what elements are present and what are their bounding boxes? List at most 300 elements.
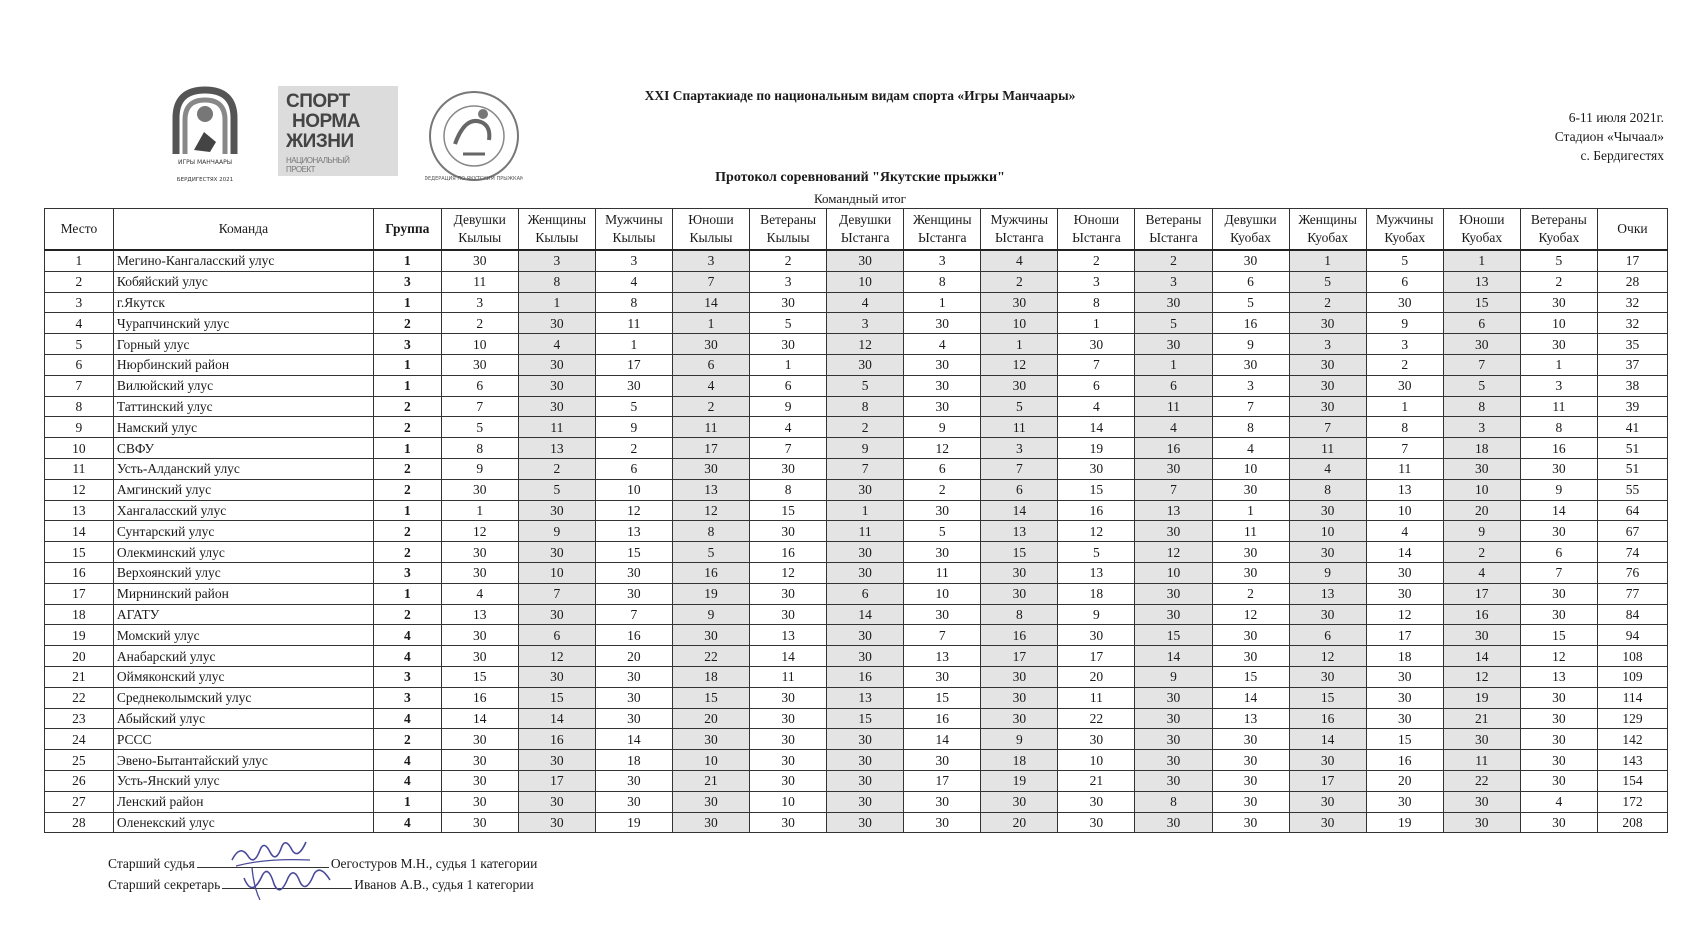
group-cell: 1	[373, 354, 441, 375]
score-cell: 1	[1212, 500, 1289, 521]
score-cell: 4	[904, 334, 981, 355]
score-cell: 13	[981, 521, 1058, 542]
points-cell: 17	[1597, 250, 1667, 271]
score-cell: 13	[1212, 708, 1289, 729]
score-cell: 10	[1212, 458, 1289, 479]
score-cell: 30	[1443, 625, 1520, 646]
score-cell: 30	[441, 542, 518, 563]
games-logo	[170, 84, 240, 186]
score-cell: 15	[441, 666, 518, 687]
score-cell: 2	[904, 479, 981, 500]
score-cell: 30	[1520, 708, 1597, 729]
score-cell: 13	[1058, 562, 1135, 583]
score-cell: 6	[1443, 313, 1520, 334]
score-cell: 6	[441, 375, 518, 396]
score-cell: 30	[595, 687, 672, 708]
points-cell: 94	[1597, 625, 1667, 646]
place-cell: 11	[45, 458, 114, 479]
score-cell: 30	[1058, 729, 1135, 750]
score-cell: 30	[672, 812, 749, 833]
header-place: Место	[45, 209, 114, 251]
score-cell: 30	[1520, 812, 1597, 833]
points-cell: 84	[1597, 604, 1667, 625]
score-cell: 2	[441, 313, 518, 334]
score-cell: 30	[1366, 708, 1443, 729]
score-cell: 30	[672, 458, 749, 479]
score-cell: 2	[672, 396, 749, 417]
score-cell: 15	[1135, 625, 1212, 646]
score-cell: 30	[1058, 625, 1135, 646]
points-cell: 32	[1597, 292, 1667, 313]
group-cell: 2	[373, 604, 441, 625]
score-cell: 30	[1135, 583, 1212, 604]
points-cell: 55	[1597, 479, 1667, 500]
score-cell: 14	[441, 708, 518, 729]
group-cell: 2	[373, 729, 441, 750]
score-cell: 13	[441, 604, 518, 625]
event-dates: 6-11 июля 2021г.	[1568, 110, 1664, 125]
score-cell: 12	[1520, 646, 1597, 667]
score-cell: 10	[441, 334, 518, 355]
logo-line-3: ЖИЗНИ	[286, 131, 354, 152]
score-cell: 2	[1366, 354, 1443, 375]
group-cell: 4	[373, 625, 441, 646]
score-cell: 8	[672, 521, 749, 542]
score-cell: 10	[1520, 313, 1597, 334]
points-cell: 208	[1597, 812, 1667, 833]
place-cell: 5	[45, 334, 114, 355]
team-cell: г.Якутск	[113, 292, 373, 313]
score-cell: 30	[904, 812, 981, 833]
score-cell: 3	[981, 438, 1058, 459]
score-cell: 30	[750, 729, 827, 750]
score-cell: 1	[750, 354, 827, 375]
score-cell: 8	[1520, 417, 1597, 438]
score-cell: 4	[981, 250, 1058, 271]
group-cell: 1	[373, 292, 441, 313]
score-cell: 13	[904, 646, 981, 667]
score-cell: 30	[750, 521, 827, 542]
group-cell: 1	[373, 500, 441, 521]
team-cell: Усть-Алданский улус	[113, 458, 373, 479]
secretary-handwritten-signature	[238, 858, 338, 906]
score-cell: 13	[1520, 666, 1597, 687]
score-cell: 30	[1135, 334, 1212, 355]
score-cell: 20	[1058, 666, 1135, 687]
score-cell: 9	[1443, 521, 1520, 542]
table-row	[45, 687, 1668, 708]
score-cell: 10	[672, 750, 749, 771]
score-cell: 30	[1212, 646, 1289, 667]
team-cell: Момский улус	[113, 625, 373, 646]
score-cell: 13	[595, 521, 672, 542]
score-cell: 14	[1443, 646, 1520, 667]
place-cell: 9	[45, 417, 114, 438]
team-cell: Кобяйский улус	[113, 271, 373, 292]
points-cell: 143	[1597, 750, 1667, 771]
score-cell: 6	[1289, 625, 1366, 646]
score-cell: 2	[750, 250, 827, 271]
place-cell: 7	[45, 375, 114, 396]
sport-norm-logo	[278, 86, 398, 176]
score-cell: 4	[672, 375, 749, 396]
score-cell: 3	[904, 250, 981, 271]
judge-role: Старший судья	[108, 856, 195, 871]
group-cell: 2	[373, 396, 441, 417]
table-row	[45, 438, 1668, 459]
score-cell: 5	[595, 396, 672, 417]
secretary-role: Старший секретарь	[108, 877, 221, 892]
place-cell: 16	[45, 562, 114, 583]
score-cell: 4	[1058, 396, 1135, 417]
score-cell: 16	[518, 729, 595, 750]
score-cell: 15	[1289, 687, 1366, 708]
score-cell: 1	[1520, 354, 1597, 375]
score-cell: 30	[1520, 292, 1597, 313]
score-cell: 30	[827, 812, 904, 833]
points-cell: 28	[1597, 271, 1667, 292]
score-cell: 30	[904, 604, 981, 625]
score-cell: 30	[750, 770, 827, 791]
table-row	[45, 375, 1668, 396]
logo-line-2: НОРМА	[292, 111, 360, 132]
score-cell: 30	[1212, 770, 1289, 791]
score-cell: 9	[1366, 313, 1443, 334]
score-cell: 8	[904, 271, 981, 292]
score-cell: 8	[595, 292, 672, 313]
score-cell: 16	[1135, 438, 1212, 459]
score-cell: 16	[827, 666, 904, 687]
score-cell: 2	[518, 458, 595, 479]
score-cell: 11	[981, 417, 1058, 438]
score-cell: 30	[827, 729, 904, 750]
score-cell: 6	[827, 583, 904, 604]
score-cell: 30	[1135, 770, 1212, 791]
points-cell: 108	[1597, 646, 1667, 667]
points-cell: 172	[1597, 791, 1667, 812]
score-cell: 9	[904, 417, 981, 438]
table-row	[45, 313, 1668, 334]
score-cell: 5	[1443, 375, 1520, 396]
score-cell: 19	[595, 812, 672, 833]
score-cell: 30	[1135, 687, 1212, 708]
score-cell: 30	[981, 666, 1058, 687]
score-cell: 14	[827, 604, 904, 625]
header-category: Ветераны Кылыы	[750, 209, 827, 251]
score-cell: 30	[1212, 354, 1289, 375]
score-cell: 30	[1366, 562, 1443, 583]
score-cell: 6	[1058, 375, 1135, 396]
score-cell: 8	[981, 604, 1058, 625]
team-cell: Вилюйский улус	[113, 375, 373, 396]
score-cell: 30	[1289, 542, 1366, 563]
score-cell: 16	[672, 562, 749, 583]
score-cell: 19	[1366, 812, 1443, 833]
table-row	[45, 750, 1668, 771]
score-cell: 30	[1289, 500, 1366, 521]
table-row	[45, 334, 1668, 355]
score-cell: 2	[1289, 292, 1366, 313]
score-cell: 15	[827, 708, 904, 729]
team-cell: Оймяконский улус	[113, 666, 373, 687]
points-cell: 35	[1597, 334, 1667, 355]
score-cell: 9	[518, 521, 595, 542]
results-table	[44, 208, 1668, 833]
results-body	[45, 250, 1668, 833]
score-cell: 16	[904, 708, 981, 729]
score-cell: 1	[827, 500, 904, 521]
score-cell: 30	[441, 479, 518, 500]
score-cell: 15	[904, 687, 981, 708]
score-cell: 19	[1058, 438, 1135, 459]
team-cell: Намский улус	[113, 417, 373, 438]
score-cell: 11	[595, 313, 672, 334]
score-cell: 17	[1366, 625, 1443, 646]
table-row	[45, 708, 1668, 729]
score-cell: 16	[1443, 604, 1520, 625]
score-cell: 13	[1289, 583, 1366, 604]
score-cell: 6	[1366, 271, 1443, 292]
score-cell: 8	[441, 438, 518, 459]
score-cell: 16	[1058, 500, 1135, 521]
score-cell: 11	[1366, 458, 1443, 479]
score-cell: 4	[1366, 521, 1443, 542]
score-cell: 10	[518, 562, 595, 583]
score-cell: 6	[518, 625, 595, 646]
group-cell: 2	[373, 479, 441, 500]
score-cell: 30	[827, 354, 904, 375]
table-row	[45, 396, 1668, 417]
group-cell: 1	[373, 250, 441, 271]
score-cell: 30	[827, 250, 904, 271]
score-cell: 2	[1443, 542, 1520, 563]
team-cell: РССС	[113, 729, 373, 750]
score-cell: 30	[595, 770, 672, 791]
score-cell: 30	[904, 354, 981, 375]
score-cell: 5	[904, 521, 981, 542]
score-cell: 30	[981, 791, 1058, 812]
score-cell: 7	[672, 271, 749, 292]
score-cell: 14	[595, 729, 672, 750]
score-cell: 16	[981, 625, 1058, 646]
score-cell: 11	[1212, 521, 1289, 542]
score-cell: 12	[595, 500, 672, 521]
score-cell: 11	[750, 666, 827, 687]
score-cell: 20	[595, 646, 672, 667]
group-cell: 3	[373, 334, 441, 355]
table-row	[45, 604, 1668, 625]
score-cell: 30	[1289, 812, 1366, 833]
score-cell: 13	[827, 687, 904, 708]
score-cell: 8	[1212, 417, 1289, 438]
score-cell: 16	[441, 687, 518, 708]
score-cell: 18	[981, 750, 1058, 771]
points-cell: 77	[1597, 583, 1667, 604]
score-cell: 15	[595, 542, 672, 563]
score-cell: 12	[981, 354, 1058, 375]
score-cell: 15	[750, 500, 827, 521]
score-cell: 30	[1289, 375, 1366, 396]
score-cell: 30	[1520, 334, 1597, 355]
group-cell: 4	[373, 750, 441, 771]
score-cell: 6	[904, 458, 981, 479]
score-cell: 30	[672, 729, 749, 750]
team-cell: Усть-Янский улус	[113, 770, 373, 791]
score-cell: 30	[1366, 687, 1443, 708]
score-cell: 3	[441, 292, 518, 313]
score-cell: 3	[518, 250, 595, 271]
score-cell: 30	[518, 604, 595, 625]
score-cell: 30	[1212, 750, 1289, 771]
header-category: Женщины Ыстанга	[904, 209, 981, 251]
header-category: Ветераны Куобах	[1520, 209, 1597, 251]
score-cell: 1	[595, 334, 672, 355]
score-cell: 5	[1058, 542, 1135, 563]
score-cell: 17	[904, 770, 981, 791]
score-cell: 6	[1520, 542, 1597, 563]
score-cell: 13	[750, 625, 827, 646]
place-cell: 19	[45, 625, 114, 646]
score-cell: 9	[595, 417, 672, 438]
score-cell: 9	[1212, 334, 1289, 355]
group-cell: 3	[373, 666, 441, 687]
score-cell: 5	[672, 542, 749, 563]
score-cell: 9	[441, 458, 518, 479]
place-cell: 23	[45, 708, 114, 729]
score-cell: 5	[827, 375, 904, 396]
score-cell: 1	[1366, 396, 1443, 417]
score-cell: 30	[1135, 729, 1212, 750]
score-cell: 30	[904, 375, 981, 396]
group-cell: 4	[373, 770, 441, 791]
score-cell: 30	[1135, 812, 1212, 833]
table-row	[45, 521, 1668, 542]
points-cell: 67	[1597, 521, 1667, 542]
score-cell: 30	[1212, 812, 1289, 833]
team-cell: Среднеколымский улус	[113, 687, 373, 708]
score-cell: 30	[904, 666, 981, 687]
score-cell: 1	[518, 292, 595, 313]
score-cell: 10	[1058, 750, 1135, 771]
score-cell: 30	[1520, 583, 1597, 604]
group-cell: 2	[373, 542, 441, 563]
score-cell: 21	[1443, 708, 1520, 729]
score-cell: 11	[904, 562, 981, 583]
score-cell: 7	[1135, 479, 1212, 500]
score-cell: 10	[827, 271, 904, 292]
score-cell: 30	[1058, 812, 1135, 833]
score-cell: 30	[441, 625, 518, 646]
score-cell: 16	[1520, 438, 1597, 459]
points-cell: 76	[1597, 562, 1667, 583]
score-cell: 30	[518, 500, 595, 521]
team-cell: Мирнинский район	[113, 583, 373, 604]
group-cell: 1	[373, 438, 441, 459]
score-cell: 30	[1366, 583, 1443, 604]
score-cell: 30	[1058, 791, 1135, 812]
score-cell: 10	[1366, 500, 1443, 521]
points-cell: 51	[1597, 438, 1667, 459]
logo-subtitle: НАЦИОНАЛЬНЫЙ ПРОЕКТ	[286, 156, 350, 174]
score-cell: 1	[904, 292, 981, 313]
score-cell: 15	[1443, 292, 1520, 313]
score-cell: 10	[904, 583, 981, 604]
points-cell: 32	[1597, 313, 1667, 334]
score-cell: 13	[518, 438, 595, 459]
group-cell: 4	[373, 812, 441, 833]
score-cell: 15	[981, 542, 1058, 563]
score-cell: 6	[750, 375, 827, 396]
score-cell: 30	[750, 292, 827, 313]
score-cell: 1	[1135, 354, 1212, 375]
table-row	[45, 292, 1668, 313]
score-cell: 30	[1135, 292, 1212, 313]
score-cell: 30	[441, 354, 518, 375]
score-cell: 10	[1135, 562, 1212, 583]
points-cell: 114	[1597, 687, 1667, 708]
score-cell: 5	[750, 313, 827, 334]
score-cell: 30	[1520, 729, 1597, 750]
score-cell: 30	[981, 562, 1058, 583]
score-cell: 2	[981, 271, 1058, 292]
score-cell: 12	[672, 500, 749, 521]
score-cell: 2	[1135, 250, 1212, 271]
team-cell: Нюрбинский район	[113, 354, 373, 375]
score-cell: 30	[827, 770, 904, 791]
score-cell: 3	[1058, 271, 1135, 292]
points-cell: 109	[1597, 666, 1667, 687]
score-cell: 30	[1520, 687, 1597, 708]
score-cell: 3	[1366, 334, 1443, 355]
score-cell: 12	[1135, 542, 1212, 563]
score-cell: 3	[827, 313, 904, 334]
score-cell: 30	[827, 791, 904, 812]
score-cell: 11	[672, 417, 749, 438]
score-cell: 19	[1443, 687, 1520, 708]
score-cell: 5	[441, 417, 518, 438]
score-cell: 6	[1135, 375, 1212, 396]
score-cell: 2	[1212, 583, 1289, 604]
place-cell: 12	[45, 479, 114, 500]
score-cell: 18	[1058, 583, 1135, 604]
table-row	[45, 562, 1668, 583]
score-cell: 12	[904, 438, 981, 459]
score-cell: 1	[1289, 250, 1366, 271]
score-cell: 30	[1520, 604, 1597, 625]
score-cell: 14	[750, 646, 827, 667]
score-cell: 22	[1058, 708, 1135, 729]
event-venue: Стадион «Чычаал»	[1554, 129, 1664, 144]
score-cell: 30	[1212, 791, 1289, 812]
score-cell: 30	[981, 292, 1058, 313]
score-cell: 9	[672, 604, 749, 625]
score-cell: 30	[827, 750, 904, 771]
score-cell: 12	[750, 562, 827, 583]
score-cell: 30	[1212, 729, 1289, 750]
score-cell: 12	[1212, 604, 1289, 625]
score-cell: 9	[1289, 562, 1366, 583]
score-cell: 8	[1058, 292, 1135, 313]
score-cell: 6	[981, 479, 1058, 500]
score-cell: 16	[1289, 708, 1366, 729]
score-cell: 5	[518, 479, 595, 500]
score-cell: 30	[1520, 458, 1597, 479]
score-cell: 7	[1443, 354, 1520, 375]
place-cell: 2	[45, 271, 114, 292]
team-cell: АГАТУ	[113, 604, 373, 625]
score-cell: 3	[1520, 375, 1597, 396]
score-cell: 30	[441, 250, 518, 271]
